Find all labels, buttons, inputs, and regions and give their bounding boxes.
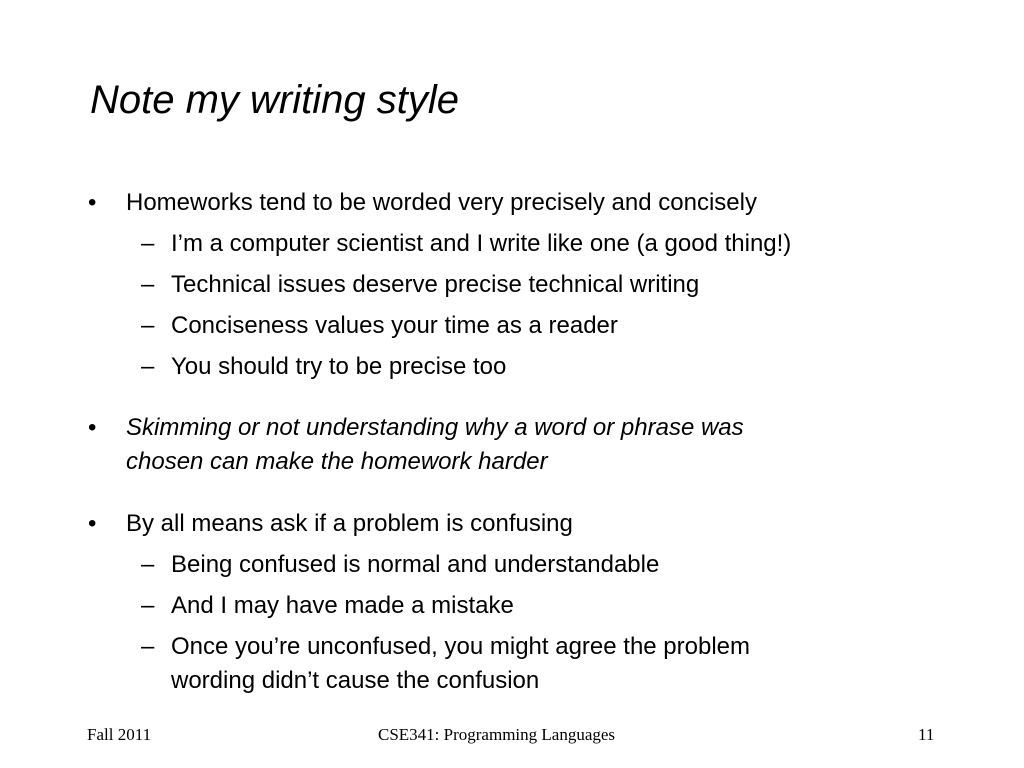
footer-term: Fall 2011 [87, 725, 152, 744]
dash-marker: – [141, 353, 155, 380]
bullet-marker: • [88, 510, 97, 537]
subitem-be-precise [141, 350, 507, 384]
subitem-unconfused [141, 630, 751, 664]
subitem-technical-issues [141, 268, 700, 302]
bullet-text-line2: chosen can make the homework harder [126, 448, 548, 475]
subitem-computer-scientist [141, 227, 792, 261]
subitem-conciseness [141, 309, 618, 343]
subitem-text-line1: Once you’re unconfused, you might agree the problem [171, 633, 751, 660]
subitem-text-line2: wording didn’t cause the confusion [171, 667, 540, 694]
bullet-item-ask-confusing [88, 507, 573, 541]
subitem-unconfused-continued [171, 664, 539, 698]
subitem-text: Conciseness values your time as a reader [171, 312, 618, 339]
dash-marker: – [141, 551, 155, 578]
dash-marker: – [141, 230, 155, 257]
footer-course: CSE341: Programming Languages [378, 725, 616, 744]
subitem-text: And I may have made a mistake [171, 592, 514, 619]
subitem-text: I’m a computer scientist and I write like one (a good thing!) [171, 230, 792, 257]
subitem-text: Being confused is normal and understandable [171, 551, 660, 578]
bullet-item-homeworks [88, 186, 757, 220]
slide-title: Note my writing style [90, 78, 459, 122]
dash-marker: – [141, 633, 155, 660]
bullet-item-skimming [88, 411, 744, 445]
bullet-text-line1: Skimming or not understanding why a word or phrase was [126, 414, 744, 441]
bullet-item-skimming-continued [126, 445, 548, 479]
bullet-marker: • [88, 414, 97, 441]
bullet-marker: • [88, 189, 97, 216]
dash-marker: – [141, 592, 155, 619]
footer-page-number: 11 [918, 725, 935, 744]
dash-marker: – [141, 312, 155, 339]
subitem-text: Technical issues deserve precise technical writing [171, 271, 700, 298]
dash-marker: – [141, 271, 155, 298]
subitem-being-confused [141, 548, 660, 582]
subitem-mistake [141, 589, 514, 623]
subitem-text: You should try to be precise too [171, 353, 507, 380]
bullet-text: By all means ask if a problem is confusing [126, 510, 573, 537]
bullet-text: Homeworks tend to be worded very precisely and concisely [126, 189, 757, 216]
